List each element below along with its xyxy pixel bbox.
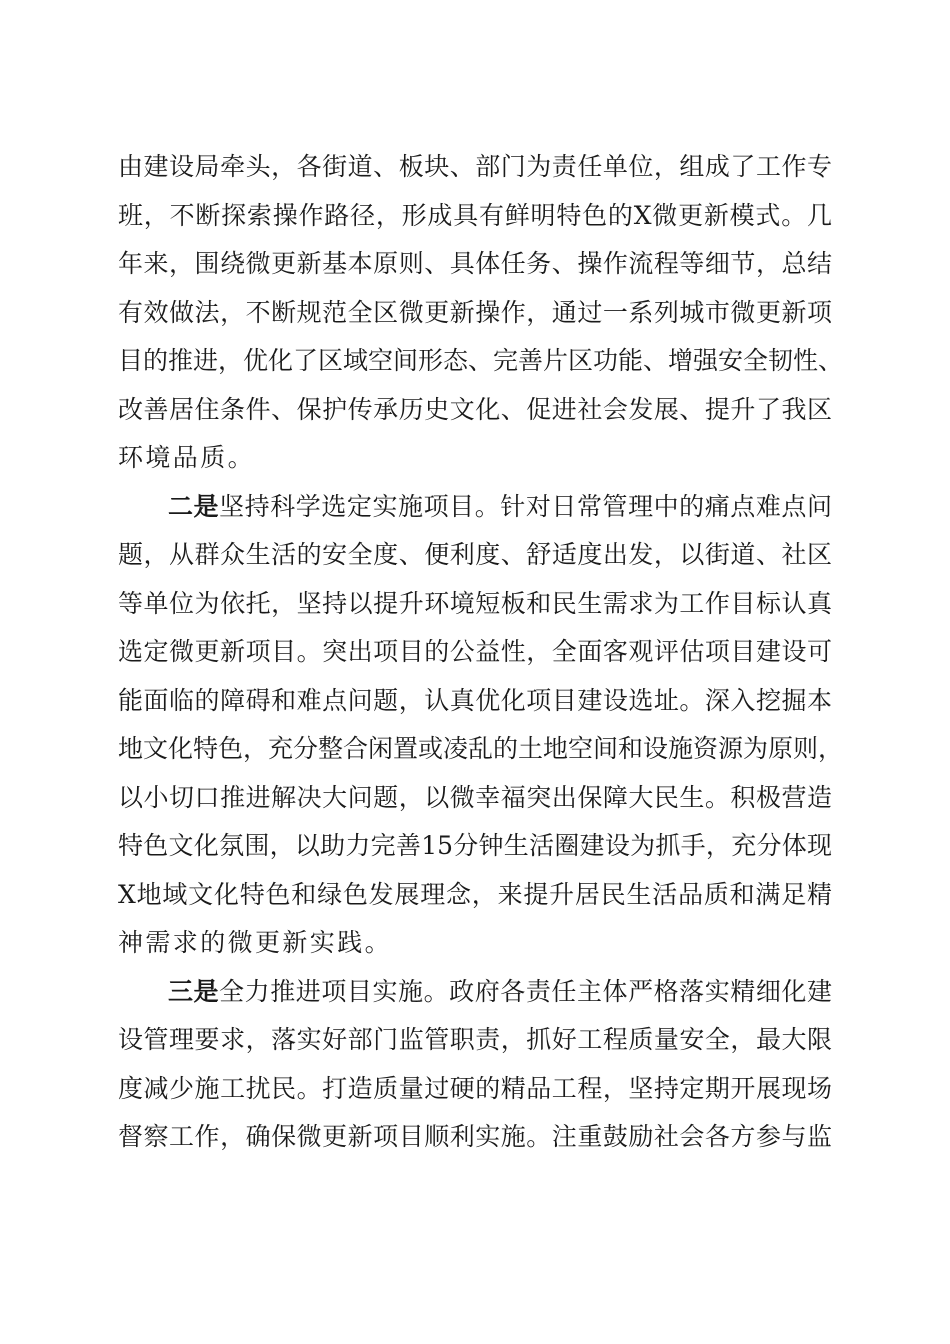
text-line: 改善居住条件、保护传承历史文化、促进社会发展、提升了我区 <box>118 394 832 424</box>
text-line: 设管理要求，落实好部门监管职责，抓好工程质量安全，最大限 <box>118 1025 832 1054</box>
text-line: 特色文化氛围，以助力完善15分钟生活圈建设为抓手，充分体现 <box>118 831 832 860</box>
paragraph-first-line: 坚持科学选定实施项目。针对日常管理中的痛点难点问 <box>219 491 832 521</box>
document-body <box>118 143 844 1162</box>
text-line: 环境品质。 <box>118 443 256 472</box>
text-line: 班，不断探索操作路径，形成具有鲜明特色的X微更新模式。几 <box>118 200 832 230</box>
text-line: 督察工作，确保微更新项目顺利实施。注重鼓励社会各方参与监 <box>118 1122 832 1151</box>
text-line: 神需求的微更新实践。 <box>118 928 393 957</box>
text-line: 能面临的障碍和难点问题，认真优化项目建设选址。深入挖掘本 <box>118 685 832 715</box>
text-line <box>118 968 832 1017</box>
paragraph-3 <box>118 968 832 1162</box>
text-line: 等单位为依托，坚持以提升环境短板和民生需求为工作目标认真 <box>118 588 832 618</box>
text-line: 年来，围绕微更新基本原则、具体任务、操作流程等细节，总结 <box>118 249 832 278</box>
text-line <box>118 483 832 532</box>
text-line: 目的推进，优化了区域空间形态、完善片区功能、增强安全韧性、 <box>118 346 844 375</box>
text-line: 由建设局牵头，各街道、板块、部门为责任单位，组成了工作专 <box>118 152 832 181</box>
text-line: 题，从群众生活的安全度、便利度、舒适度出发，以街道、社区 <box>118 540 832 569</box>
text-line: X地域文化特色和绿色发展理念，来提升居民生活品质和满足精 <box>118 879 832 909</box>
text-line: 有效做法，不断规范全区微更新操作，通过一系列城市微更新项 <box>118 297 832 327</box>
paragraph-1 <box>118 143 844 483</box>
text-line: 度减少施工扰民。打造质量过硬的精品工程，坚持定期开展现场 <box>118 1073 832 1103</box>
paragraph-2 <box>118 483 844 968</box>
paragraph-first-line: 全力推进项目实施。政府各责任主体严格落实精细化建 <box>219 976 832 1006</box>
text-line: 地文化特色，充分整合闲置或凌乱的土地空间和设施资源为原则， <box>118 734 844 763</box>
paragraph-lead: 三是 <box>168 976 220 1006</box>
text-line: 以小切口推进解决大问题，以微幸福突出保障大民生。积极营造 <box>118 782 832 812</box>
text-line: 选定微更新项目。突出项目的公益性，全面客观评估项目建设可 <box>118 637 832 666</box>
paragraph-lead: 二是 <box>168 491 220 521</box>
